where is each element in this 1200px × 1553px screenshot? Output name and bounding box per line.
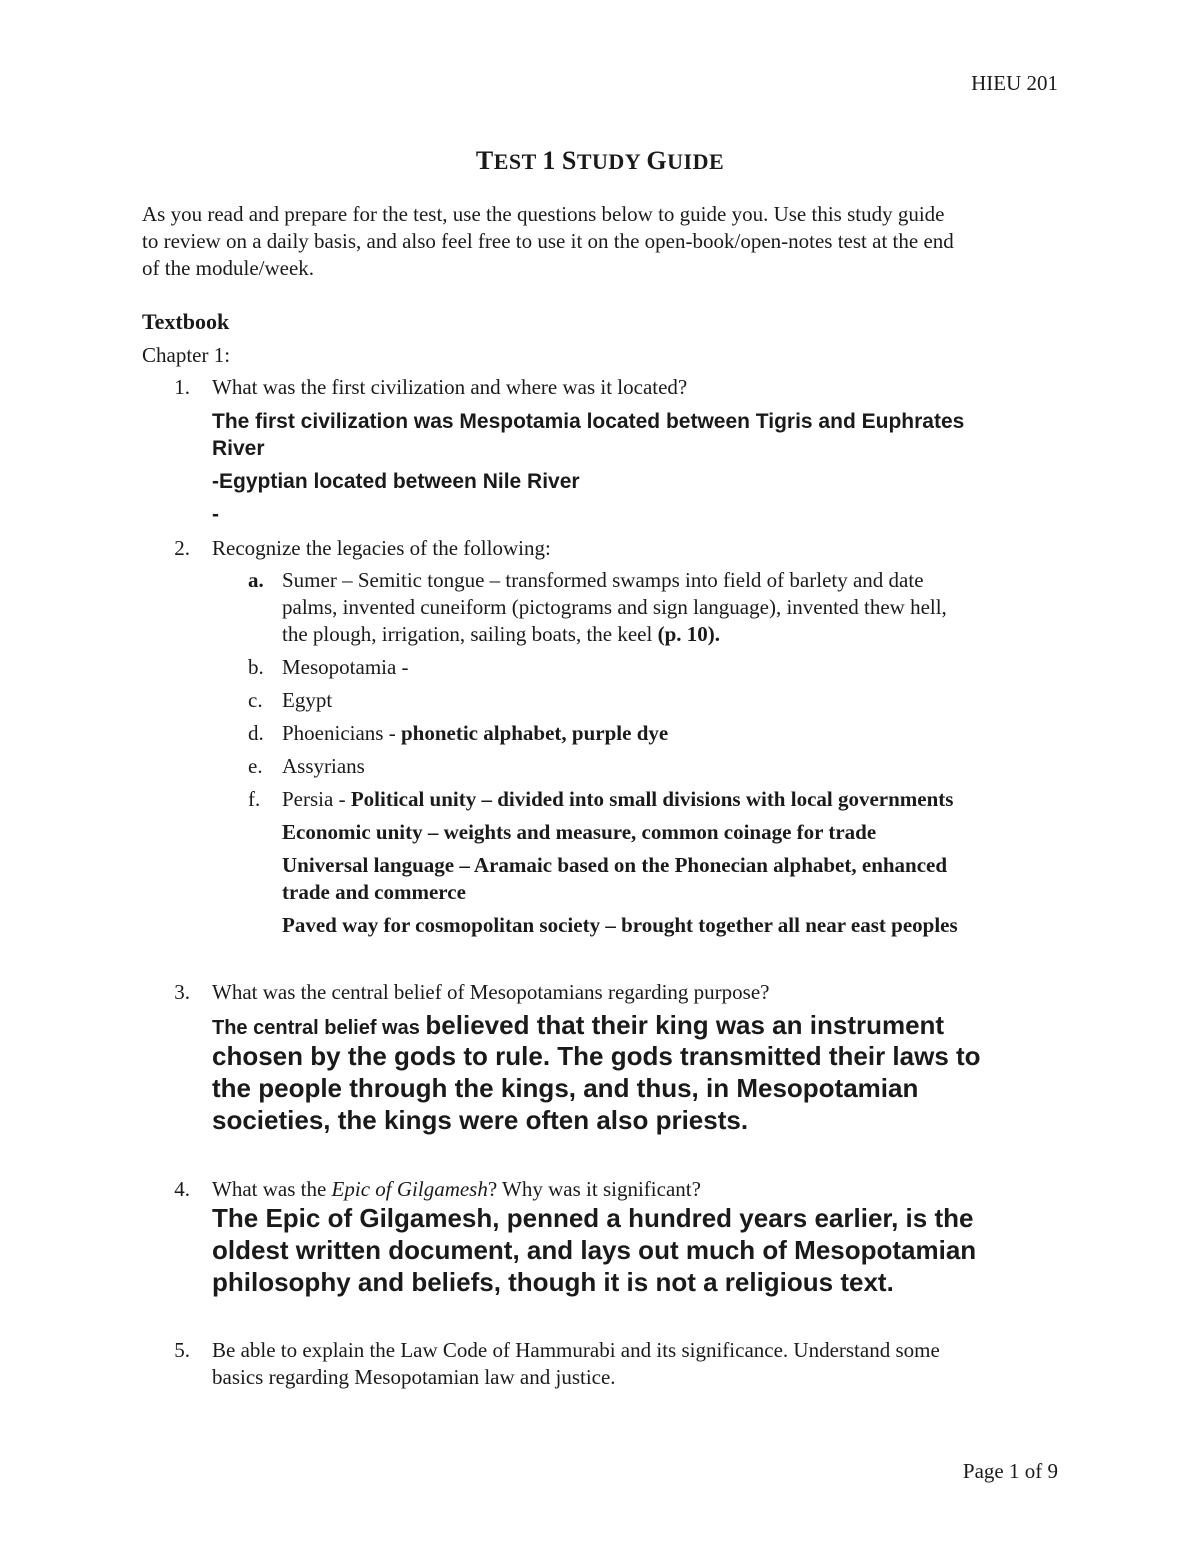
chapter-label: Chapter 1: [142, 343, 231, 367]
item-text: Mesopotamia - [282, 655, 409, 679]
intro-line: of the module/week. [142, 256, 315, 280]
answer-line: chosen by the gods to rule. The gods transmitted their laws to [212, 1041, 981, 1071]
item-text: Sumer – Semitic tongue – transformed swamps into field of barlety and date [282, 568, 924, 592]
question-text: What was the first civilization and where was it located? [212, 375, 688, 399]
course-code: HIEU 201 [971, 71, 1058, 95]
question-text: What was the central belief of Mesopotamians regarding purpose? [212, 980, 770, 1004]
item-letter: f. [248, 787, 261, 811]
item-text: Assyrians [282, 754, 365, 778]
question-number: 2. [174, 536, 190, 560]
item-letter: d. [248, 721, 264, 745]
intro-line: As you read and prepare for the test, use the questions below to guide you. Use this study guide [142, 202, 945, 226]
answer-line: oldest written document, and lays out much of Mesopotamian [212, 1235, 977, 1265]
answer-line: philosophy and beliefs, though it is not a religious text. [212, 1267, 894, 1297]
page-reference: (p. 10). [657, 622, 721, 646]
question-number: 1. [174, 375, 190, 399]
item-text: Persia - Political unity – divided into small divisions with local governments [282, 787, 954, 811]
item-letter: e. [248, 754, 263, 778]
item-text: Egypt [282, 688, 333, 712]
item-letter: c. [248, 688, 263, 712]
page-title: TEST 1 STUDY GUIDE [475, 146, 725, 175]
answer-line: River [212, 437, 265, 460]
answer-line: The first civilization was Mespotamia located between Tigris and Euphrates [212, 410, 965, 433]
section-heading: Textbook [142, 309, 230, 334]
intro-paragraph [142, 201, 1062, 282]
item-text: Phoenicians - phonetic alphabet, purple dye [282, 721, 669, 745]
question-number: 5. [174, 1338, 190, 1362]
answer-line: The Epic of Gilgamesh, penned a hundred years earlier, is the [212, 1203, 974, 1233]
page-number: Page 1 of 9 [962, 1459, 1058, 1483]
item-text: palms, invented cuneiform (pictograms and sign language), invented thew hell, [282, 595, 947, 619]
item-text: trade and commerce [282, 880, 466, 904]
question-text: Be able to explain the Law Code of Hammurabi and its significance. Understand some [212, 1338, 940, 1362]
intro-line: to review on a daily basis, and also feel free to use it on the open-book/open-notes test at the end [142, 229, 954, 253]
question-text: basics regarding Mesopotamian law and justice. [212, 1365, 616, 1389]
answer-line: -Egyptian located between Nile River [212, 470, 580, 493]
answer-line: - [212, 503, 219, 526]
item-text: Economic unity – weights and measure, common coinage for trade [282, 820, 877, 844]
item-letter: b. [248, 655, 264, 679]
item-text: Universal language – Aramaic based on the Phonecian alphabet, enhanced [282, 853, 948, 877]
question-text: What was the Epic of Gilgamesh? Why was it significant? [212, 1177, 701, 1201]
item-letter: a. [248, 568, 264, 592]
question-text: Recognize the legacies of the following: [212, 536, 551, 560]
answer-line: The central belief was believed that their king was an instrument [212, 1010, 945, 1040]
item-text: the plough, irrigation, sailing boats, the keel (p. 10). [282, 622, 721, 646]
answer-line: societies, the kings were often also priests. [212, 1105, 749, 1135]
item-text: Paved way for cosmopolitan society – brought together all near east peoples [282, 913, 958, 937]
question-number: 3. [174, 980, 190, 1004]
question-number: 4. [174, 1177, 190, 1201]
answer-line: the people through the kings, and thus, in Mesopotamian [212, 1073, 919, 1103]
